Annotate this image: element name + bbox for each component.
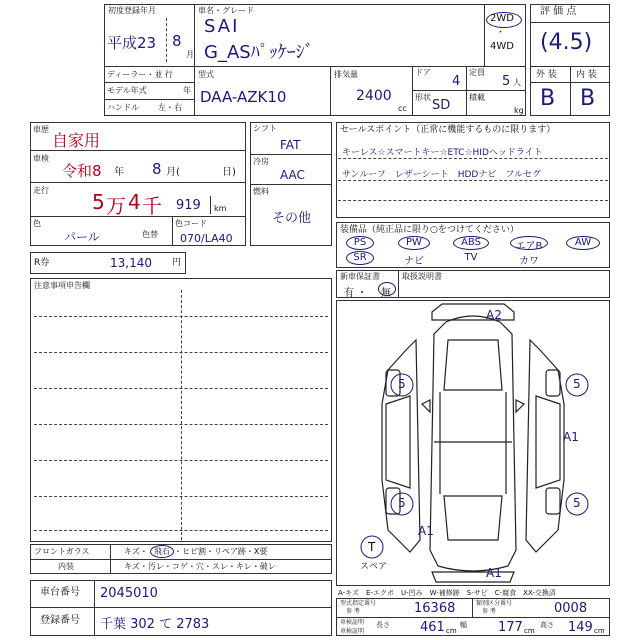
front-glass-label: フロントガラス [34,547,90,556]
model-year-suffix: 年 [183,86,191,95]
height-unit: cm [594,627,605,635]
color-change-label: 色替 [142,230,158,239]
cert-label: 車検証明 [340,619,365,626]
sales-points-label: セールスポイント（正常に機能するものに限ります） [340,125,556,135]
front-glass-circled: 飛石 [154,547,170,556]
interior-label: 内 装 [576,70,597,80]
width-value: 177 [498,620,523,635]
handle-label: ハンドル [107,103,139,112]
fuel-value: その他 [272,211,312,226]
drive-4wd: 4WD [490,41,514,52]
spare-tire-label: T [368,540,376,554]
height-label: 高さ [540,621,554,629]
capacity-unit: 人 [513,78,521,87]
damage-mark-right-rear: 5 [573,496,581,510]
inspection-month: 8 [152,160,162,178]
recycle-label: R券 [34,258,50,268]
class-ref: 参 考 [482,608,496,615]
capacity-value: 5 [502,74,511,89]
color-code-label: 色コード [175,219,207,228]
displacement-label: 排気量 [334,70,358,79]
door-label: ドア [415,68,431,77]
equipment-aw: AW [574,237,592,248]
mileage-rest: 919 [176,198,201,213]
class-label: 類別区分番号 [476,600,513,607]
damage-mark-left-rear: 5 [398,496,406,510]
door-value: 4 [452,74,461,89]
height-value: 149 [568,620,593,635]
load-label: 積載 [469,93,485,102]
damage-mark-front: A2 [486,308,502,322]
cc-unit: cc [398,104,407,113]
usage-label: 車歴 [33,125,49,134]
equipment-tv: TV [464,252,478,263]
color-code-value: 070/LA40 [180,232,233,245]
score-value: (4.5) [540,30,593,55]
chassis-label: 車台番号 [40,587,80,598]
score-label: 評 価 点 [540,6,577,17]
length-label: 長さ [376,621,390,629]
usage-value: 自家用 [52,131,101,150]
car-name: SAI [204,16,240,37]
interior-condition-label: 内装 [58,562,74,571]
dealer-label: ディーラー・並 行 [107,70,173,79]
equipment-abs: ABS [461,237,481,248]
equipment-pw: PW [406,237,422,248]
plate-value: 千葉 302 て 2783 [100,617,210,632]
warranty-label: 新車保証書 [340,272,380,281]
color-value: パール [64,230,100,244]
ac-label: 冷房 [253,157,269,166]
mileage-man: 5 [92,190,105,214]
kg-unit: kg [514,106,524,115]
mileage-man-unit: 万 [106,194,126,218]
inspection-year-suffix: 年 [114,167,124,178]
damage-mark-rear: A1 [486,566,502,580]
mileage-sen: 4 [128,190,141,214]
drive-dot: ・ [496,28,506,38]
exterior-grade: B [540,86,556,111]
fuel-label: 燃料 [253,187,269,196]
class-value: 0008 [554,601,588,616]
inspection-day-suffix: 日) [222,167,236,178]
width-label: 幅 [460,621,467,629]
capacity-label: 定員 [469,68,485,77]
first-reg-month-suffix: 月 [186,50,194,59]
equipment-navi: ナビ [404,256,424,267]
equipment-ps: PS [353,237,367,248]
inspection-era: 令和8 [62,162,102,180]
handle-value: 左・右 [158,103,182,112]
notes-label: 注意事項申告欄 [34,281,90,290]
warranty-circled: 無 [381,288,391,299]
first-reg-era: 平成23 [107,34,157,52]
sales-point-line-1: キーレス☆スマートキー☆ETC☆HIDヘッドライト [342,148,543,158]
color-label: 色 [33,219,41,228]
interior-condition-value: キズ・汚レ・コゲ・穴・スレ・キレ・破レ [124,562,276,571]
exterior-label: 外 装 [536,70,557,80]
interior-grade: B [580,86,596,111]
km-unit: km [214,204,227,213]
front-glass-rest: ・ヒビ割・リペア跡・X要 [174,547,268,556]
recycle-block [30,252,186,274]
car-name-grade-label: 車名・グレード [198,6,254,15]
approval-ref: 参 考 [346,608,360,615]
inspection-label: 車検 [33,154,49,163]
recycle-value: 13,140 [110,256,152,270]
equipment-label: 装備品（純正品に限り○をつけてください） [340,225,519,235]
ac-value: AAC [280,168,305,182]
length-unit: cm [446,627,457,635]
mileage-label: 走行 [33,186,49,195]
approval-label: 型式指定番号 [340,600,377,607]
sales-point-line-2: サンルーフ レザーシート HDDナビ フルセグ [342,170,541,180]
cert-label-2: 車検証明 [340,628,365,635]
chassis-value: 2045010 [100,586,158,601]
first-reg-month-value: 8 [172,32,182,50]
spare-tire-text: スペア [360,562,388,572]
displacement-value: 2400 [356,88,392,104]
damage-legend: A-キズ E-エクボ U-凹み W-補修跡 S-サビ C-腐食 XX-交換済 [338,589,556,597]
car-grade: G_ASﾊﾟｯｹｰｼﾞ [204,42,314,63]
damage-mark-left-front: 5 [398,377,406,391]
drive-2wd: 2WD [490,13,514,24]
inspection-month-suffix: 月( [166,167,180,178]
shift-value: FAT [280,138,301,152]
type-value: DAA-AZK10 [200,88,287,106]
damage-mark-right-side: A1 [563,430,579,444]
mileage-sen-unit: 千 [142,194,162,218]
width-unit: cm [524,627,535,635]
equipment-sr: SR [353,252,367,263]
type-label: 型式 [198,70,214,79]
approval-value: 16368 [414,601,456,616]
plate-label: 登録番号 [40,615,80,626]
manual-label: 取扱説明書 [402,272,442,281]
damage-mark-left-bottom: A1 [418,524,434,538]
first-reg-label: 初度登録年月 [108,6,156,15]
warranty-value: 有 ・ [344,288,368,299]
equipment-leather: カワ [519,256,539,267]
model-year-label: モデル年式 [107,86,147,95]
shift-label: シフト [253,124,277,133]
damage-mark-right-front: 5 [573,377,581,391]
equipment-airbag: エアB [515,241,543,252]
shape-value: SD [432,98,451,113]
shape-label: 形状 [415,93,431,102]
recycle-unit: 円 [172,258,182,268]
front-glass-value: キズ・ [124,547,148,556]
length-value: 461 [420,620,445,635]
